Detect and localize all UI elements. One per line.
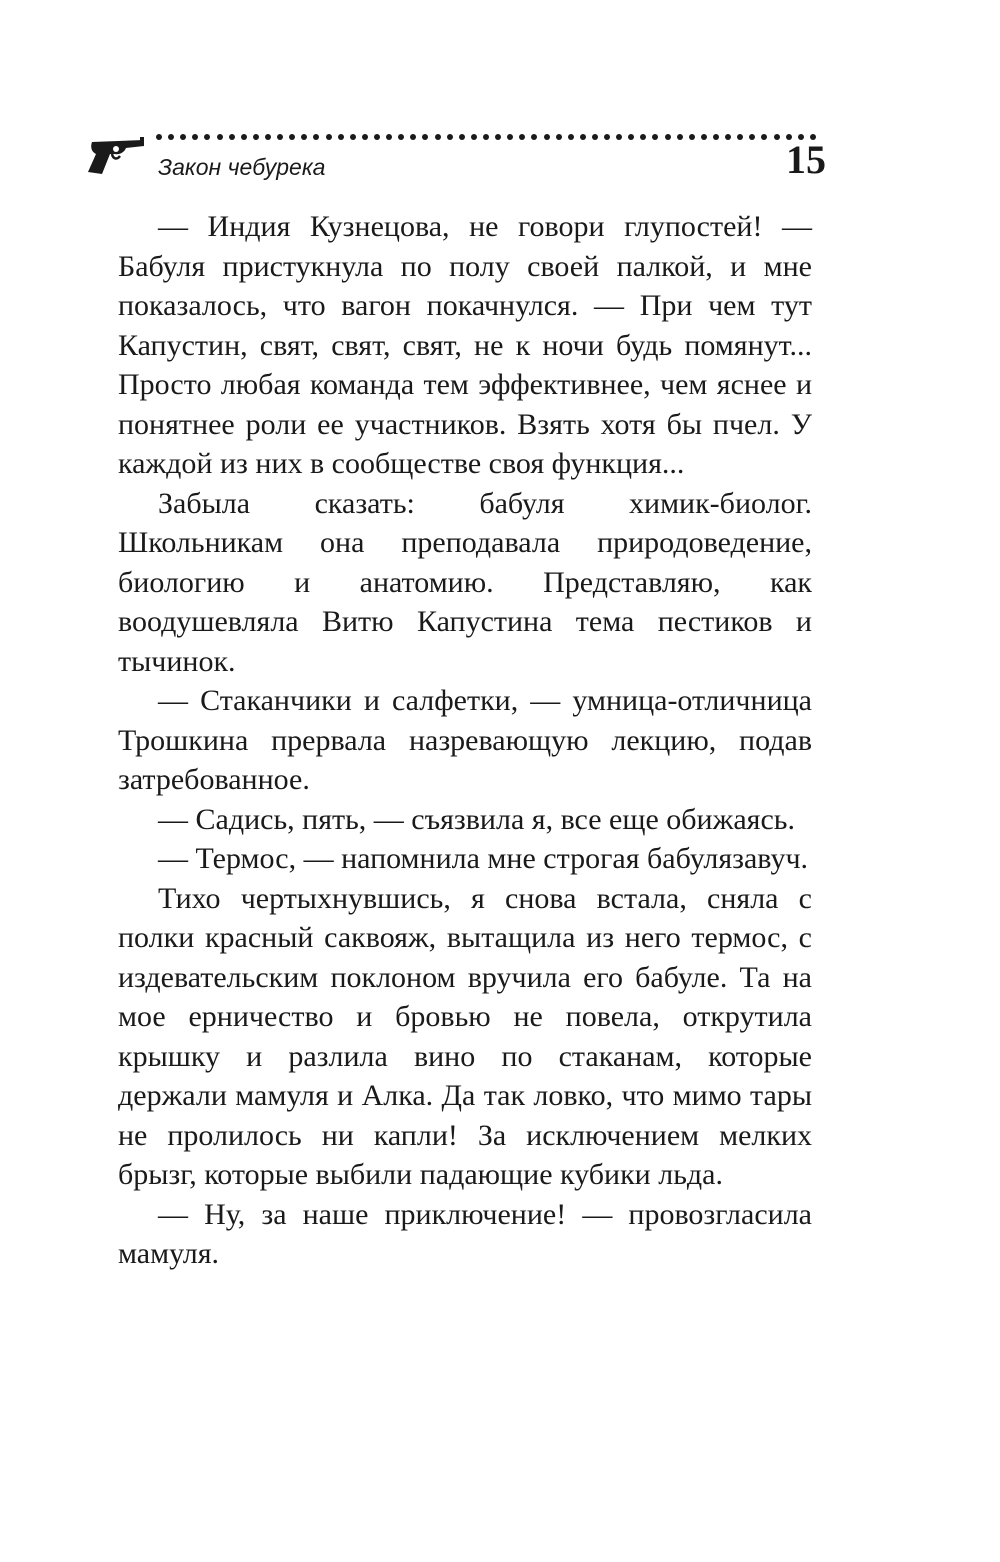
paragraph: — Индия Кузнецова, не говори глупостей! — Бабуля пристукнула по полу своей палкой, и мне показалось, что вагон покачнулся. — При чем тут Капустин, свят, свят, свят, не к ночи будь помянут... Просто любая команда тем эффективнее, чем яснее и понятнее роли ее участников. Взять хотя бы пчел. У каждой из них в сообществе своя функция...	[118, 210, 812, 480]
revolver-icon	[86, 134, 148, 176]
running-header	[86, 128, 826, 188]
dotted-rule	[156, 130, 816, 144]
paragraph: — Термос, — напомнила мне строгая бабулязавуч.	[158, 842, 809, 875]
paragraph: — Ну, за наше приключение! — провозгласила мамуля.	[118, 1197, 812, 1270]
paragraph: Забыла сказать: бабуля химик-биолог. Школьникам она преподавала природоведение, биологию и анатомию. Представляю, как воодушевляла Витю Капустина тема пестиков и тычинок.	[118, 486, 812, 678]
paragraph: — Стаканчики и салфетки, — умница-отличница Трошкина прервала назревающую лекцию, подав затребованное.	[118, 684, 812, 796]
paragraph: Тихо чертыхнувшись, я снова встала, сняла с полки красный саквояж, вытащила из него термос, с издевательским поклоном вручила его бабуле. Та на мое ерничество и бровью не повела, открутила крышку и разлила вино по стаканам, которые держали мамуля и Алка. Да так ловко, что мимо тары не пролилось ни капли! За исключением мелких брызг, которые выбили падающие кубики льда.	[118, 881, 812, 1191]
body-text	[118, 207, 812, 1274]
page-number: 15	[786, 137, 826, 182]
running-title: Закон чебурека	[158, 154, 326, 180]
paragraph: — Садись, пять, — съязвила я, все еще обижаясь.	[158, 802, 795, 836]
